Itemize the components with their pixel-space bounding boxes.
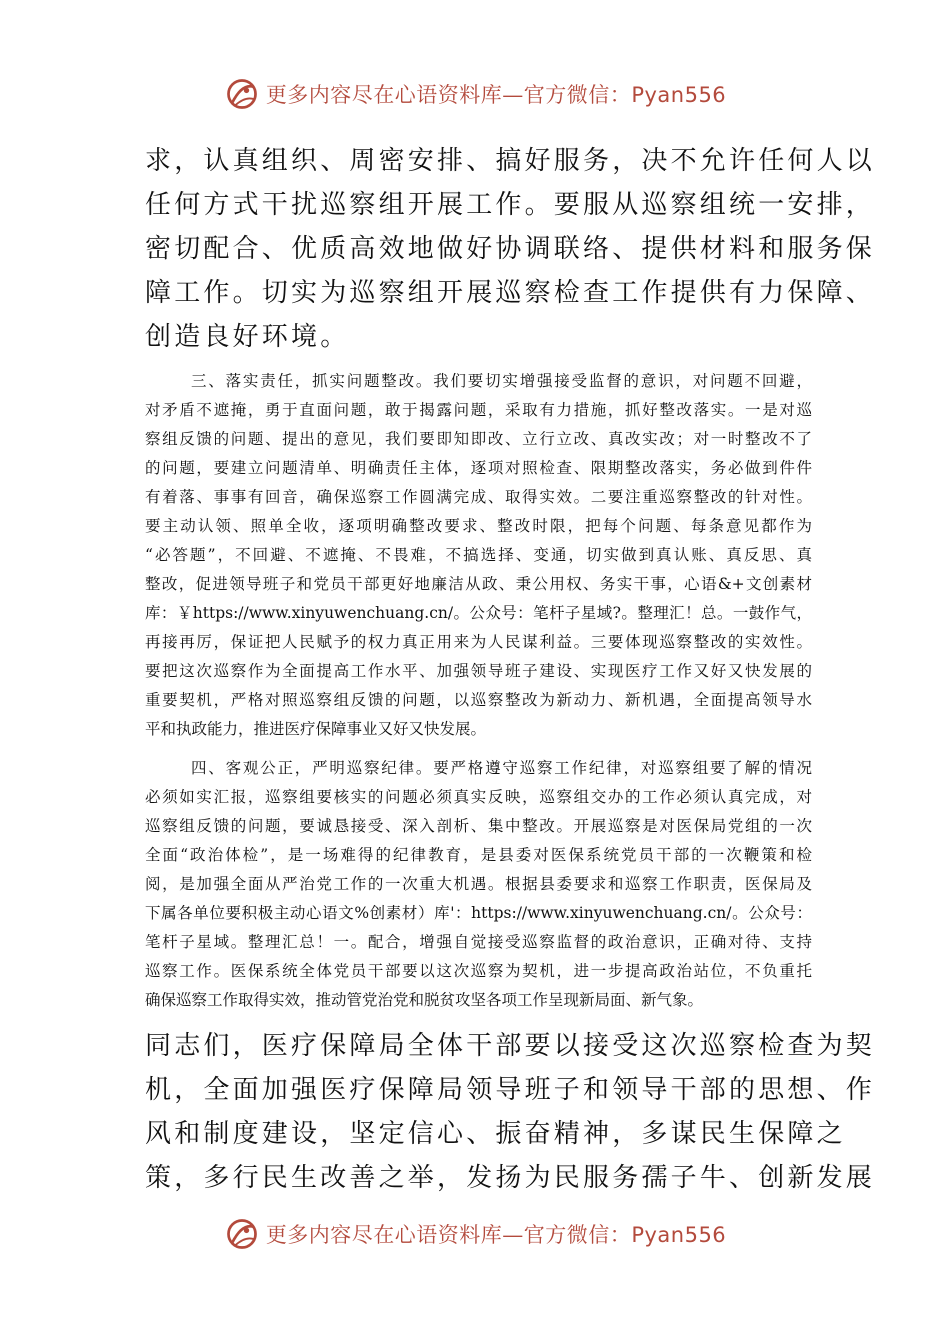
section-four-line: 四、客观公正，严明巡察纪律。要严格遵守巡察工作纪律，对巡察组要了解的情况 bbox=[191, 759, 812, 777]
intro-line: 任何方式干扰巡察组开展工作。要服从巡察组统一安排， bbox=[145, 190, 876, 220]
section-four-line: 全面“政治体检”，是一场难得的纪律教育，是县委对医保系统党员干部的一次鞭策和检 bbox=[145, 846, 812, 864]
closing-block bbox=[145, 1024, 876, 1200]
header-banner bbox=[0, 72, 950, 116]
intro-line: 障工作。切实为巡察组开展巡察检查工作提供有力保障、 bbox=[145, 278, 876, 308]
header-banner-text bbox=[266, 79, 726, 109]
closing-line: 机，全面加强医疗保障局领导班子和领导干部的思想、作 bbox=[145, 1075, 876, 1105]
section-three-paragraph bbox=[145, 367, 812, 744]
header-banner-label: 更多内容尽在心语资料库—官方微信： bbox=[265, 83, 632, 107]
intro-line: 创造良好环境。 bbox=[145, 322, 350, 352]
section-three-line: 重要契机，严格对照巡察组反馈的问题，以巡察整改为新动力、新机遇，全面提高领导水 bbox=[145, 691, 812, 709]
brand-logo-icon bbox=[224, 1216, 260, 1252]
footer-banner-label: 更多内容尽在心语资料库—官方微信： bbox=[265, 1223, 632, 1247]
closing-line: 同志们，医疗保障局全体干部要以接受这次巡察检查为契 bbox=[145, 1031, 876, 1061]
intro-line: 密切配合、优质高效地做好协调联络、提供材料和服务保 bbox=[145, 234, 876, 264]
section-four-line: 笔杆子星域。整理汇总！一。配合，增强自觉接受巡察监督的政治意识，正确对待、支持 bbox=[145, 933, 812, 951]
section-three-line: 要主动认领、照单全收，逐项明确整改要求、整改时限，把每个问题、每条意见都作为 bbox=[145, 517, 812, 535]
section-three-line: 的问题，要建立问题清单、明确责任主体，逐项对照检查、限期整改落实，务必做到件件 bbox=[145, 459, 812, 477]
section-three-line: 再接再厉，保证把人民赋予的权力真正用来为人民谋利益。三要体现巡察整改的实效性。 bbox=[145, 633, 812, 651]
section-four-line: 巡察组反馈的问题，要诚恳接受、深入剖析、集中整改。开展巡察是对医保局党组的一次 bbox=[145, 817, 812, 835]
section-four-line: 下属各单位要积极主动心语文%创素材）库'：https://www.xinyuwenchuang.cn/。公众号： bbox=[145, 904, 812, 922]
footer-wechat-id: Pyan556 bbox=[631, 1223, 727, 1247]
brand-logo-icon bbox=[224, 76, 260, 112]
section-four-line: 巡察工作。医保系统全体党员干部要以这次巡察为契机，进一步提高政治站位，不负重托 bbox=[145, 962, 812, 980]
intro-line: 求，认真组织、周密安排、搞好服务，决不允许任何人以 bbox=[145, 146, 876, 176]
section-three-line: 三、落实责任，抓实问题整改。我们要切实增强接受监督的意识，对问题不回避， bbox=[191, 372, 812, 390]
section-three-line: 有着落、事事有回音，确保巡察工作圆满完成、取得实效。二要注重巡察整改的针对性。 bbox=[145, 488, 812, 506]
closing-line: 风和制度建设，坚定信心、振奋精神，多谋民生保障之 bbox=[145, 1119, 846, 1149]
section-four-line: 必须如实汇报，巡察组要核实的问题必须真实反映，巡察组交办的工作必须认真完成，对 bbox=[145, 788, 812, 806]
section-four-line: 确保巡察工作取得实效，推动管党治党和脱贫攻坚各项工作呈现新局面、新气象。 bbox=[145, 991, 704, 1009]
section-three-line: 整改，促进领导班子和党员干部更好地廉洁从政、秉公用权、务实干事，心语&+文创素材 bbox=[145, 575, 812, 593]
section-three-line: 要把这次巡察作为全面提高工作水平、加强领导班子建设、实现医疗工作又好又快发展的 bbox=[145, 662, 812, 680]
section-four-line: 阅，是加强全面从严治党工作的一次重大机遇。根据县委要求和巡察工作职责，医保局及 bbox=[145, 875, 812, 893]
header-wechat-id: Pyan556 bbox=[631, 83, 727, 107]
intro-block bbox=[145, 139, 876, 359]
section-three-line: 对矛盾不遮掩，勇于直面问题，敢于揭露问题，采取有力措施，抓好整改落实。一是对巡 bbox=[145, 401, 812, 419]
section-three-line: “必答题”，不回避、不遮掩、不畏难，不搞选择、变通，切实做到真认账、真反思、真 bbox=[145, 546, 812, 564]
footer-banner bbox=[0, 1212, 950, 1256]
footer-banner-text bbox=[266, 1219, 726, 1249]
section-four-paragraph bbox=[145, 754, 812, 1015]
closing-line: 策，多行民生改善之举，发扬为民服务孺子牛、创新发展 bbox=[145, 1163, 876, 1193]
section-three-line: 平和执政能力，推进医疗保障事业又好又快发展。 bbox=[145, 720, 487, 738]
section-three-line: 库：￥https://www.xinyuwenchuang.cn/。公众号：笔杆子星域?。整理汇！总。一鼓作气， bbox=[145, 604, 812, 622]
section-three-line: 察组反馈的问题、提出的意见，我们要即知即改、立行立改、真改实改；对一时整改不了 bbox=[145, 430, 812, 448]
